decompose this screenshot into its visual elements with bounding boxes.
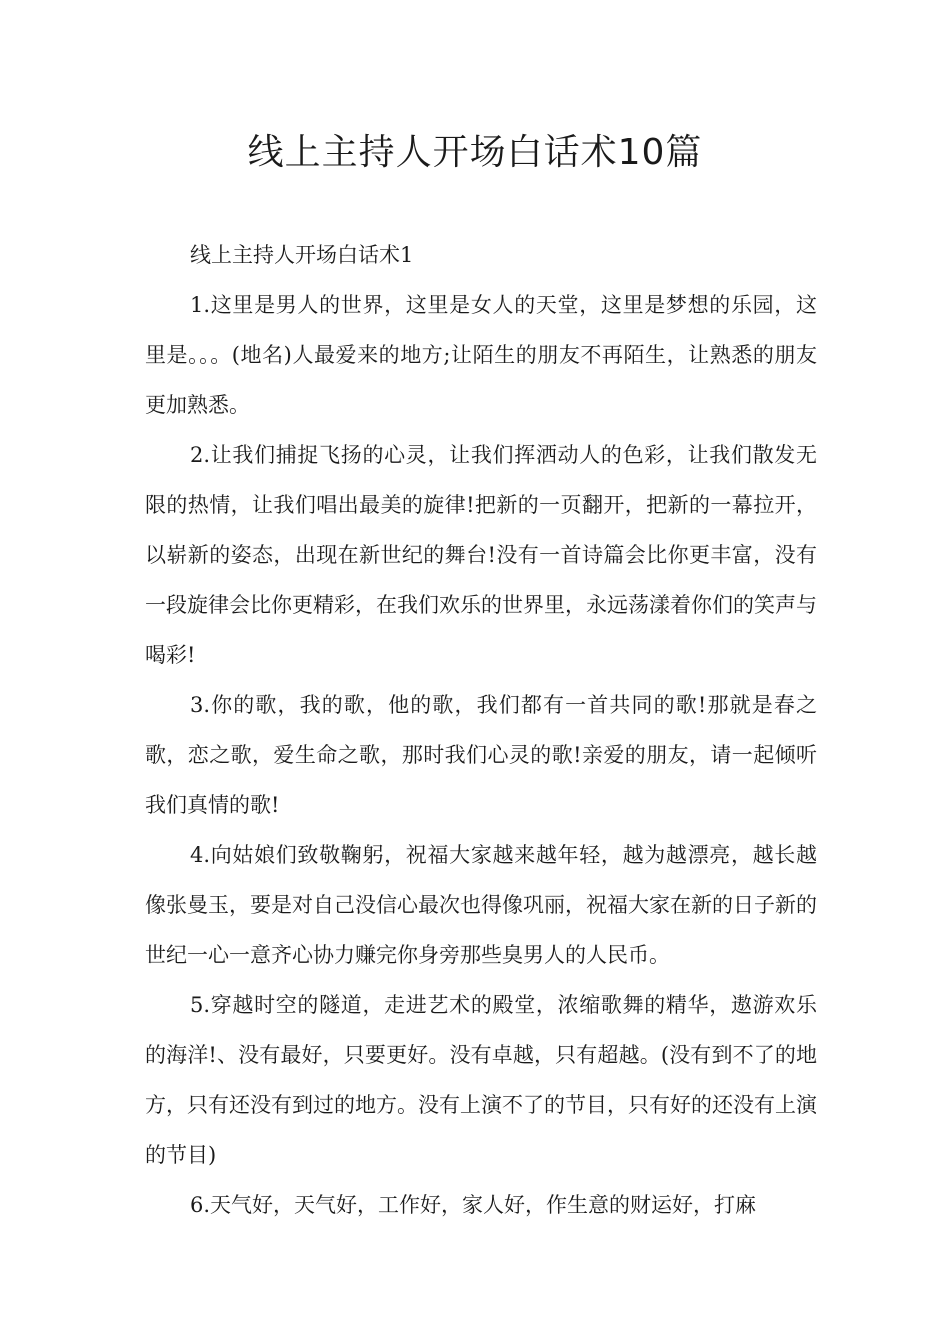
document-title: 线上主持人开场白话术10篇 bbox=[247, 132, 703, 173]
paragraph-1: 1.这里是男人的世界，这里是女人的天堂，这里是梦想的乐园，这里是。。。(地名)人最爱来的地方;让陌生的朋友不再陌生，让熟悉的朋友更加熟悉。 bbox=[145, 293, 817, 417]
paragraph-4: 4.向姑娘们致敬鞠躬，祝福大家越来越年轻，越为越漂亮，越长越像张曼玉，要是对自己没信心最次也得像巩丽，祝福大家在新的日子新的世纪一心一意齐心协力赚完你身旁那些臭男人的人民币。 bbox=[145, 843, 817, 967]
paragraph-3: 3.你的歌，我的歌，他的歌，我们都有一首共同的歌!那就是春之歌，恋之歌，爱生命之歌，那时我们心灵的歌!亲爱的朋友，请一起倾听我们真情的歌! bbox=[145, 693, 817, 817]
paragraph-2: 2.让我们捕捉飞扬的心灵，让我们挥洒动人的色彩，让我们散发无限的热情，让我们唱出最美的旋律!把新的一页翻开，把新的一幕拉开，以崭新的姿态，出现在新世纪的舞台!没有一首诗篇会比你更丰富，没有一段旋律会比你更精彩，在我们欢乐的世界里，永远荡漾着你们的笑声与喝彩! bbox=[145, 443, 817, 667]
document-body bbox=[145, 230, 817, 1230]
section-heading: 线上主持人开场白话术1 bbox=[190, 243, 414, 267]
paragraph-6: 6.天气好，天气好，工作好，家人好，作生意的财运好，打麻 bbox=[190, 1193, 757, 1217]
paragraph-5: 5.穿越时空的隧道，走进艺术的殿堂，浓缩歌舞的精华，遨游欢乐的海洋!、没有最好，只要更好。没有卓越，只有超越。(没有到不了的地方，只有还没有到过的地方。没有上演不了的节目，只有好的还没有上演的节目) bbox=[145, 993, 817, 1167]
